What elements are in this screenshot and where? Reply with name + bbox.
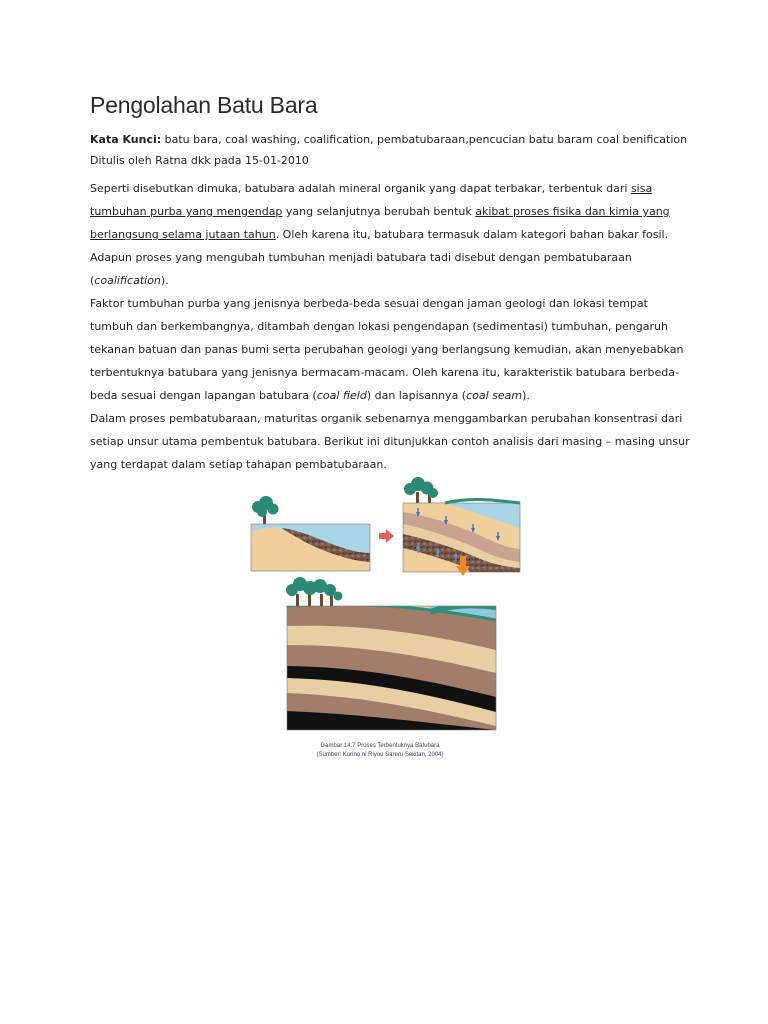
tree-icon (286, 577, 343, 606)
keywords-label: Kata Kunci: (90, 133, 162, 146)
link-proses-fisika-kimia[interactable]: akibat proses fisika dan kimia yang berlangsung selama jutaan tahun (90, 205, 670, 241)
paragraph-1-text-c: . Oleh karena itu, batubara termasuk dalam kategori bahan bakar fosil. Adapun proses yang mengubah tumbuhan menjadi batubara tadi disebut dengan pembatubaraan ( (90, 228, 669, 287)
paragraph-1-text-b: yang selanjutnya berubah bentuk (282, 205, 476, 218)
figure-caption (250, 742, 510, 760)
paragraph-3: Dalam proses pembatubaraan, maturitas organik sebenarnya menggambarkan perubahan konsentrasi dari setiap unsur utama pembentuk batubara. Berikut ini ditunjukkan contoh analisis dari masing – masing unsur yang terdapat dalam setiap tahapan pembatubaraan. (90, 412, 690, 471)
paragraph-1-text-a: Seperti disebutkan dimuka, batubara adalah mineral organik yang dapat terbakar, terbentuk dari (90, 182, 631, 195)
figure-caption-line-1: Gambar 14.7 Proses Terbentuknya Batubara (320, 743, 440, 749)
panel-3-coal-seams (286, 577, 496, 730)
paragraph-1-text-d: ). (160, 274, 169, 287)
keywords-text: batu bara, coal washing, coalification, pembatubaraan,pencucian batu baram coal benification (164, 133, 688, 146)
panel-2-compaction (403, 477, 520, 576)
term-coalification: coalification (94, 274, 161, 287)
term-coal-field: coal field (316, 389, 367, 402)
paragraph-2-text-b: ) dan lapisannya ( (366, 389, 467, 402)
tree-icon (404, 477, 438, 503)
panel-1-sedimentation (251, 496, 370, 571)
paragraph-2-text-a: Faktor tumbuhan purba yang jenisnya berbeda-beda sesuai dengan jaman geologi dan lokasi tempat tumbuh dan berkembangnya, ditambah dengan lokasi pengendapan (sedimentasi) tumbuhan, pengaruh tekanan batuan dan panas bumi serta perubahan geologi yang berlangsung kemudian, akan menyebabkan terbentuknya batubara yang jenisnya bermacam-macam. Oleh karena itu, karakteristik batubara berbeda-beda sesuai dengan lapangan batubara ( (90, 297, 684, 402)
tree-icon (252, 496, 279, 524)
link-sisa-tumbuhan[interactable]: sisa tumbuhan purba yang mengendap (90, 182, 653, 218)
byline: Ditulis oleh Ratna dkk pada 15-01-2010 (90, 154, 309, 167)
page-title: Pengolahan Batu Bara (90, 92, 318, 118)
figure-caption-line-2: (Sumber: Kurino ni Riyou Sareru Sekitan, 2004) (316, 752, 444, 758)
paragraph-2-text-c: ). (522, 389, 530, 402)
arrow-right-icon (379, 529, 394, 543)
term-coal-seam: coal seam (466, 389, 523, 402)
